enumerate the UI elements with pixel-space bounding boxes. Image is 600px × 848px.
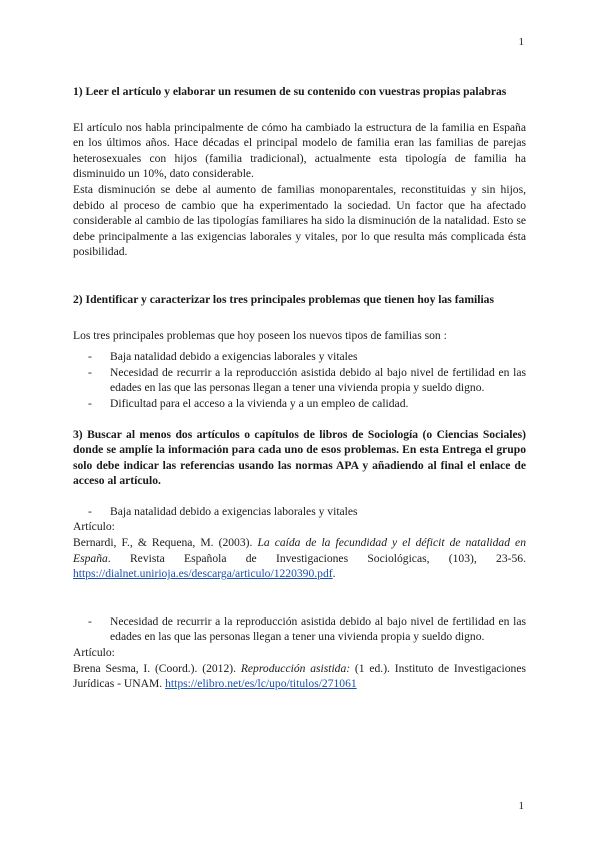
reference-2-source: (1 ed.). Instituto de Investigaciones Jurídicas - UNAM. [73, 661, 526, 691]
reference-2-authors: Brena Sesma, I. (Coord.). (2012). [73, 661, 241, 675]
reference-1-title: La caída de la fecundidad y el déficit de natalidad en España [73, 536, 526, 565]
reference-1-link[interactable]: https://dialnet.unirioja.es/descarga/articulo/1220390.pdf [73, 567, 333, 581]
reference-1-citation [73, 535, 526, 582]
reference-2-title: Reproducción asistida: [240, 661, 351, 675]
section3-heading: 3) Buscar al menos dos artículos o capítulos de libros de Sociología (o Ciencias Sociales) donde se amplíe la información para cada uno de esos problemas. En esta Entrega el grupo solo debe indicar las referencias usando las normas APA y añadiendo al final el enlace de acceso al artículo. [73, 427, 526, 488]
list-item: - Dificultad para el acceso a la vivienda y a un empleo de calidad. [73, 396, 526, 412]
list-item: - Necesidad de recurrir a la reproducción asistida debido al bajo nivel de fertilidad en las edades en las que las personas llegan a tener una vivienda propia y sueldo digno. [73, 614, 526, 645]
reference-1-label: Artículo: [73, 520, 115, 534]
reference-2-label: Artículo: [73, 646, 115, 660]
reference-2-link[interactable]: https://elibro.net/es/lc/upo/titulos/271061 [165, 677, 357, 691]
page-number-bottom: 1 [518, 800, 524, 812]
list-item: - Necesidad de recurrir a la reproducción asistida debido al bajo nivel de fertilidad en las edades en las que las personas llegan a tener una vivienda propia y sueldo digno. [73, 365, 526, 396]
reference-1-end: . [332, 567, 336, 581]
page-number-top: 1 [518, 36, 524, 48]
reference-1-topic [73, 504, 526, 520]
section1-paragraph-2: Esta disminución se debe al aumento de familias monoparentales, reconstituidas y sin hijos, debido al proceso de cambio que ha experimentado la sociedad. Un factor que ha afectado considerable al cambio de las tipologías familiares ha sido la disminución de la natalidad. Esto se debe principalmente a las exigencias laborales y vitales, por lo que resulta más complicada ésta posibilidad. [73, 182, 526, 259]
document-body [73, 84, 526, 692]
section2-intro: Los tres principales problemas que hoy poseen los nuevos tipos de familias son : [73, 328, 447, 342]
list-item: - Baja natalidad debido a exigencias laborales y vitales [73, 504, 526, 520]
list-item: - Baja natalidad debido a exigencias laborales y vitales [73, 349, 526, 365]
section2-heading: 2) Identificar y caracterizar los tres principales problemas que tienen hoy las familias [73, 292, 494, 306]
section1-paragraph-1: El artículo nos habla principalmente de cómo ha cambiado la estructura de la familia en España en los últimos años. Hace décadas el principal modelo de familia eran las familias de parejas heterosexuales con hijos (familia tradicional), actualmente esta tipología de familia ha disminuido un 10%, dato considerable. [73, 120, 526, 181]
problems-list [73, 349, 526, 411]
reference-2-topic [73, 614, 526, 645]
reference-1-authors: Bernardi, F., & Requena, M. (2003). [73, 536, 258, 550]
reference-1-source: . Revista Española de Investigaciones Sociológicas, (103), 23-56. [107, 551, 526, 565]
reference-2-citation [73, 661, 526, 692]
section1-heading: 1) Leer el artículo y elaborar un resumen de su contenido con vuestras propias palabras [73, 85, 507, 98]
